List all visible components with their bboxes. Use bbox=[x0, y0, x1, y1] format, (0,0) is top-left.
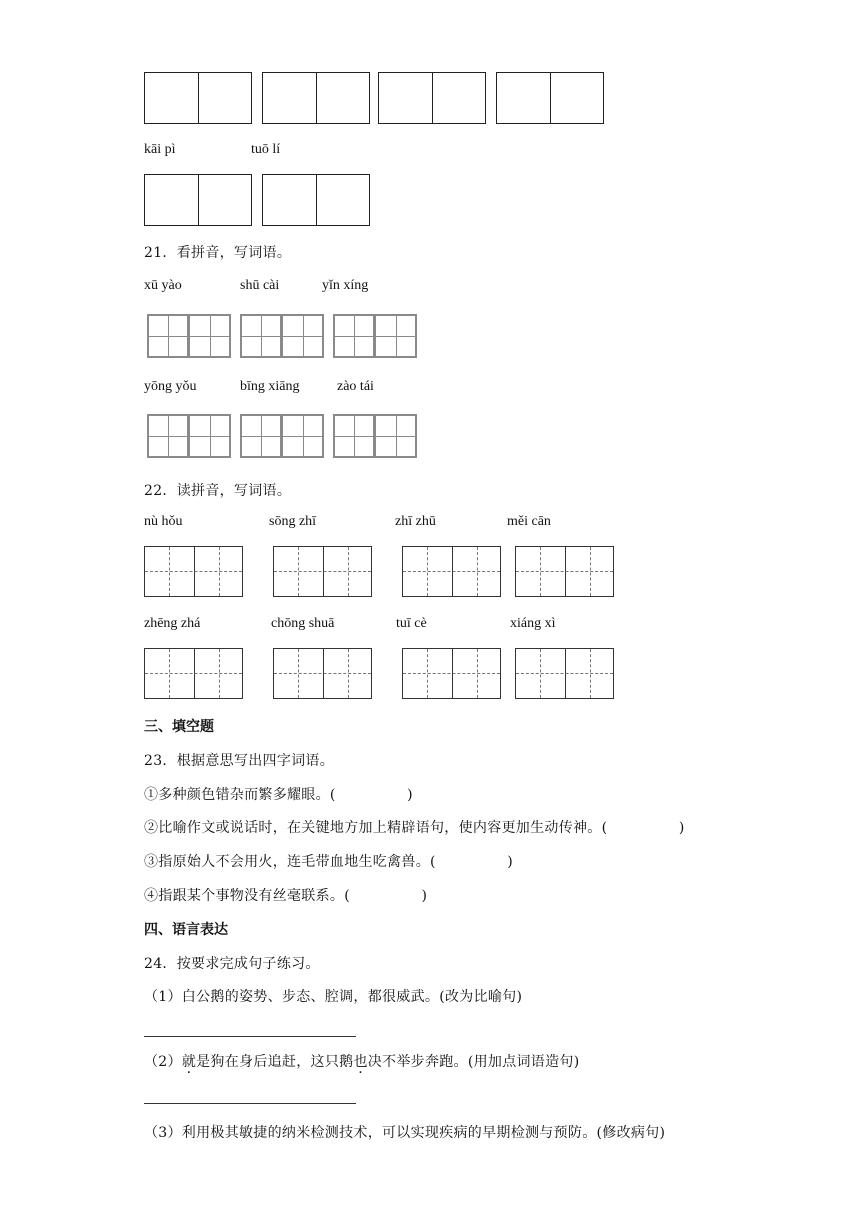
pinyin-label: tuō lí bbox=[251, 142, 281, 157]
answer-line[interactable] bbox=[144, 1103, 356, 1104]
pinyin-label: yōng yǒu bbox=[144, 379, 197, 394]
tianzige-box[interactable] bbox=[240, 414, 324, 458]
pinyin-label: chōng shuā bbox=[271, 616, 335, 631]
fill-item: ②比喻作文或说话时，在关键地方加上精辟语句，使内容更加生动传神。( ) bbox=[144, 820, 685, 836]
question-title: 21．看拼音，写词语。 bbox=[144, 245, 292, 261]
pinyin-label: nù hǒu bbox=[144, 514, 183, 529]
answer-box[interactable] bbox=[262, 72, 370, 124]
tianzige-box[interactable] bbox=[147, 414, 231, 458]
dotted-box[interactable] bbox=[144, 648, 243, 699]
answer-box[interactable] bbox=[144, 72, 252, 124]
dotted-box[interactable] bbox=[515, 546, 614, 597]
pinyin-label: shū cài bbox=[240, 278, 280, 293]
dotted-word: 就 bbox=[181, 1054, 197, 1070]
pinyin-label: sōng zhī bbox=[269, 514, 317, 529]
pinyin-label: yǐn xíng bbox=[322, 278, 369, 293]
pinyin-label: tuī cè bbox=[396, 616, 427, 631]
section-heading: 四、语言表达 bbox=[144, 922, 228, 938]
tianzige-box[interactable] bbox=[147, 314, 231, 358]
pinyin-label: zào tái bbox=[337, 379, 374, 394]
tianzige-box[interactable] bbox=[333, 414, 417, 458]
pinyin-label: zhēng zhá bbox=[144, 616, 201, 631]
pinyin-label: zhī zhū bbox=[395, 514, 436, 529]
answer-line[interactable] bbox=[144, 1036, 356, 1037]
dotted-box[interactable] bbox=[402, 648, 501, 699]
fill-item: ①多种颜色错杂而繁多耀眼。( ) bbox=[144, 787, 413, 803]
sentence-task: （3）利用极其敏捷的纳米检测技术，可以实现疾病的早期检测与预防。(修改病句) bbox=[144, 1125, 666, 1141]
pinyin-label: xū yào bbox=[144, 278, 182, 293]
dotted-box[interactable] bbox=[515, 648, 614, 699]
sentence-number: （2） bbox=[144, 1054, 182, 1070]
fill-item: ③指原始人不会用火，连毛带血地生吃禽兽。( ) bbox=[144, 854, 514, 870]
sentence-task bbox=[144, 1051, 579, 1071]
sentence-text: 决不举步奔跑。(用加点词语造句) bbox=[367, 1054, 580, 1070]
pinyin-label: měi cān bbox=[507, 514, 551, 529]
dotted-word: 也 bbox=[353, 1054, 368, 1070]
tianzige-box[interactable] bbox=[333, 314, 417, 358]
dotted-box[interactable] bbox=[144, 546, 243, 597]
tianzige-box[interactable] bbox=[240, 314, 324, 358]
pinyin-label: bīng xiāng bbox=[240, 379, 300, 394]
answer-box[interactable] bbox=[144, 174, 252, 226]
question-title: 22．读拼音，写词语。 bbox=[144, 483, 292, 499]
question-title: 23．根据意思写出四字词语。 bbox=[144, 753, 335, 769]
dotted-box[interactable] bbox=[273, 546, 372, 597]
sentence-text: 是狗在身后追赶，这只鹅 bbox=[196, 1054, 354, 1070]
pinyin-label: xiáng xì bbox=[510, 616, 556, 631]
dotted-box[interactable] bbox=[273, 648, 372, 699]
section-heading: 三、填空题 bbox=[144, 719, 214, 735]
question-title: 24．按要求完成句子练习。 bbox=[144, 956, 320, 972]
answer-box[interactable] bbox=[496, 72, 604, 124]
answer-box[interactable] bbox=[262, 174, 370, 226]
answer-box[interactable] bbox=[378, 72, 486, 124]
dotted-box[interactable] bbox=[402, 546, 501, 597]
pinyin-label: kāi pì bbox=[144, 142, 176, 157]
fill-item: ④指跟某个事物没有丝毫联系。( ) bbox=[144, 888, 428, 904]
sentence-task: （1）白公鹅的姿势、步态、腔调，都很威武。(改为比喻句) bbox=[144, 989, 523, 1005]
